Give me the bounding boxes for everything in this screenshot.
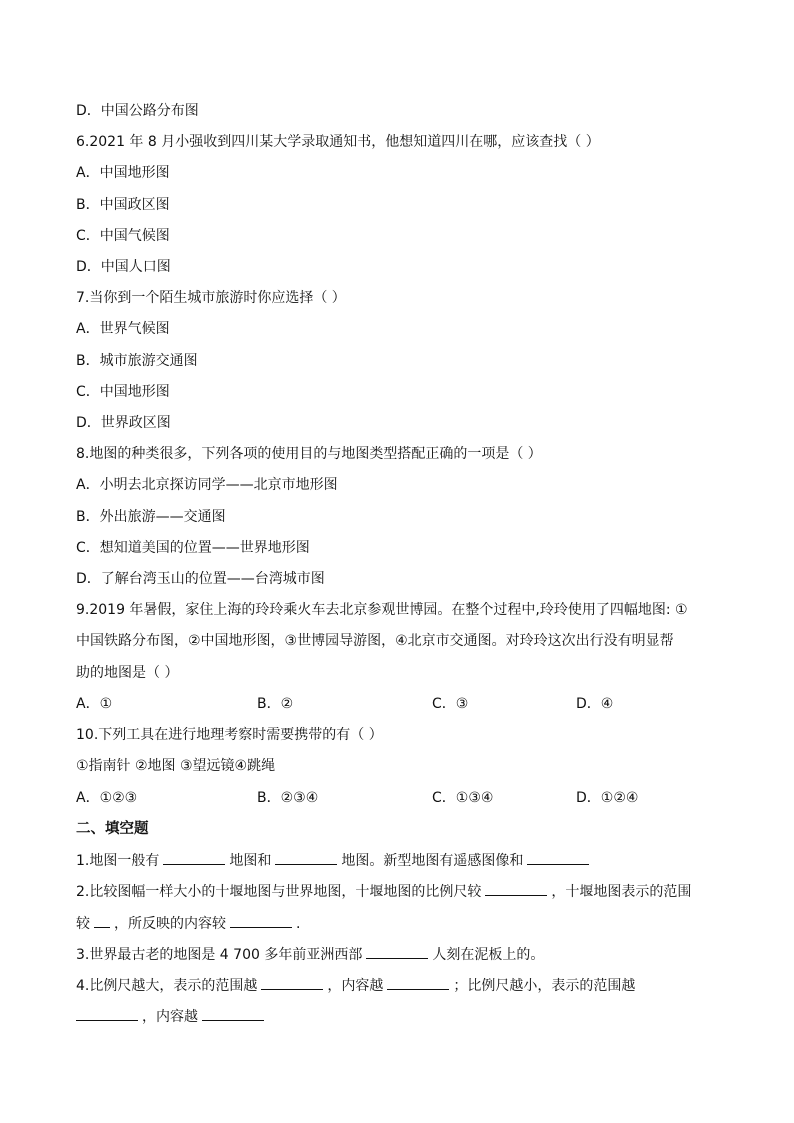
- q9-option-c: C．③: [432, 696, 469, 712]
- q9-option-d: D．④: [576, 696, 614, 712]
- fill2-text-c: 较: [76, 916, 90, 932]
- q10-option-b: B．②③④: [257, 790, 319, 806]
- answer-blank[interactable]: [366, 944, 428, 959]
- fill2-text-d: ，所反映的内容较: [114, 916, 226, 932]
- fill3-text-a: 3.世界最古老的地图是 4 700 多年前亚洲西部: [76, 947, 363, 963]
- q10-items: ①指南针 ②地图 ③望远镜④跳绳: [76, 758, 276, 774]
- fill-question-2-line2: [76, 913, 300, 934]
- q8-option-b: B．外出旅游——交通图: [76, 509, 226, 525]
- q6-option-c: C．中国气候图: [76, 228, 170, 244]
- q6-option-d: D．中国人口图: [76, 259, 171, 275]
- q6-option-a: A．中国地形图: [76, 165, 170, 181]
- answer-blank[interactable]: [202, 1006, 264, 1021]
- answer-blank[interactable]: [387, 975, 449, 990]
- q6-option-b: B．中国政区图: [76, 197, 170, 213]
- fill4-text-c: ；比例尺越小，表示的范围越: [453, 978, 636, 994]
- q9-stem-line1: 9.2019 年暑假，家住上海的玲玲乘火车去北京参观世博园。在整个过程中,玲玲使用了四幅地图: ①: [76, 602, 688, 618]
- fill2-text-a: 2.比较图幅一样大小的十堰地图与世界地图，十堰地图的比例尺较: [76, 884, 482, 900]
- section-heading-fill-in: 二、填空题: [76, 821, 149, 837]
- answer-blank[interactable]: [261, 975, 323, 990]
- q7-option-d: D．世界政区图: [76, 415, 171, 431]
- answer-blank[interactable]: [485, 881, 547, 896]
- fill2-text-b: ，十堰地图表示的范围: [551, 884, 692, 900]
- q8-stem: 8.地图的种类很多，下列各项的使用目的与地图类型搭配正确的一项是（ ）: [76, 446, 542, 462]
- fill-question-4-line2: [76, 1006, 268, 1027]
- q8-option-c: C．想知道美国的位置——世界地形图: [76, 540, 310, 556]
- fill-question-2-line1: [76, 881, 691, 902]
- q7-option-c: C．中国地形图: [76, 384, 170, 400]
- fill4-text-d: ，内容越: [142, 1009, 198, 1025]
- answer-blank[interactable]: [527, 850, 589, 865]
- q7-stem: 7.当你到一个陌生城市旅游时你应选择（ ）: [76, 290, 346, 306]
- q10-stem: 10.下列工具在进行地理考察时需要携带的有（ ）: [76, 727, 383, 743]
- q9-option-b: B．②: [257, 696, 294, 712]
- q8-option-a: A．小明去北京探访同学——北京市地形图: [76, 477, 338, 493]
- q10-option-c: C．①③④: [432, 790, 494, 806]
- fill4-text-a: 4.比例尺越大，表示的范围越: [76, 978, 258, 994]
- fill4-text-b: ，内容越: [327, 978, 384, 994]
- fill1-text-c: 地图。新型地图有遥感图像和: [341, 853, 524, 869]
- fill-question-4-line1: [76, 975, 635, 996]
- answer-blank[interactable]: [230, 913, 292, 928]
- answer-blank[interactable]: [76, 1006, 138, 1021]
- fill-question-1: [76, 850, 593, 871]
- q9-stem-line3: 助的地图是（ ）: [76, 665, 179, 681]
- q7-option-a: A．世界气候图: [76, 321, 170, 337]
- fill1-text-a: 1.地图一般有: [76, 853, 160, 869]
- answer-blank[interactable]: [94, 913, 110, 928]
- q7-option-b: B．城市旅游交通图: [76, 353, 198, 369]
- fill3-text-b: 人刻在泥板上的。: [432, 947, 545, 963]
- q9-stem-line2: 中国铁路分布图，②中国地形图，③世博园导游图，④北京市交通图。对玲玲这次出行没有明显帮: [76, 633, 674, 649]
- q10-option-a: A．①②③: [76, 790, 138, 806]
- fill1-text-b: 地图和: [229, 853, 272, 869]
- q5-option-d: D．中国公路分布图: [76, 103, 199, 119]
- q8-option-d: D．了解台湾玉山的位置——台湾城市图: [76, 571, 325, 587]
- q10-option-d: D．①②④: [576, 790, 639, 806]
- q9-option-a: A．①: [76, 696, 113, 712]
- answer-blank[interactable]: [163, 850, 225, 865]
- fill-question-3: [76, 944, 544, 965]
- answer-blank[interactable]: [275, 850, 337, 865]
- q6-stem: 6.2021 年 8 月小强收到四川某大学录取通知书，他想知道四川在哪，应该查找（ ）: [76, 134, 600, 150]
- fill2-text-e: .: [296, 916, 301, 932]
